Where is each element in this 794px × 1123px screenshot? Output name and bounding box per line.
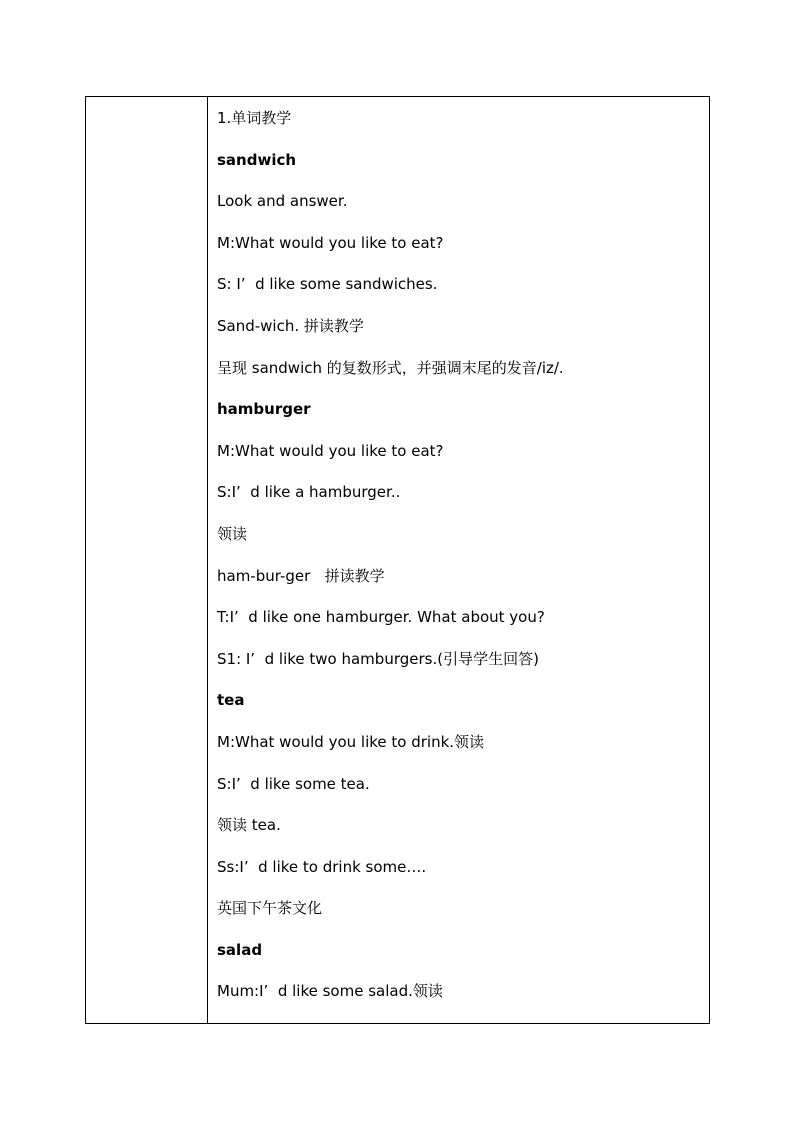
text-line: Ss:I’ d like to drink some….	[217, 857, 427, 876]
vocab-heading: tea	[217, 691, 245, 710]
text-line: ham-bur-ger 拼读教学	[217, 566, 385, 585]
text-line: S1: I’ d like two hamburgers.(引导学生回答)	[217, 649, 539, 668]
text-line: M:What would you like to drink.领读	[217, 732, 485, 751]
text-line: T:I’ d like one hamburger. What about you?	[217, 608, 545, 627]
vocab-heading: salad	[217, 940, 263, 959]
content-cell	[208, 97, 710, 1024]
text-line: 1.单词教学	[217, 109, 292, 127]
content-lines	[208, 97, 709, 1023]
text-line: 英国下午茶文化	[217, 899, 323, 918]
text-line: S: I’ d like some sandwiches.	[217, 275, 438, 294]
empty-left-cell	[86, 97, 208, 1024]
text-line: 领读 tea.	[217, 816, 281, 835]
text-line: Sand-wich. 拼读教学	[217, 316, 364, 335]
text-line: 呈现 sandwich 的复数形式，并强调末尾的发音/iz/.	[217, 358, 564, 377]
vocab-heading: sandwich	[217, 150, 297, 169]
table-row	[86, 97, 710, 1024]
lesson-table	[85, 96, 710, 1024]
text-line: M:What would you like to eat?	[217, 233, 444, 252]
text-line: S:I’ d like a hamburger..	[217, 483, 401, 502]
vocab-heading: hamburger	[217, 400, 311, 419]
text-line: 领读	[217, 524, 248, 543]
text-line: Mum:I’ d like some salad.领读	[217, 982, 443, 1001]
text-line: S:I’ d like some tea.	[217, 774, 370, 793]
text-line: M:What would you like to eat?	[217, 441, 444, 460]
text-line: Look and answer.	[217, 192, 348, 211]
